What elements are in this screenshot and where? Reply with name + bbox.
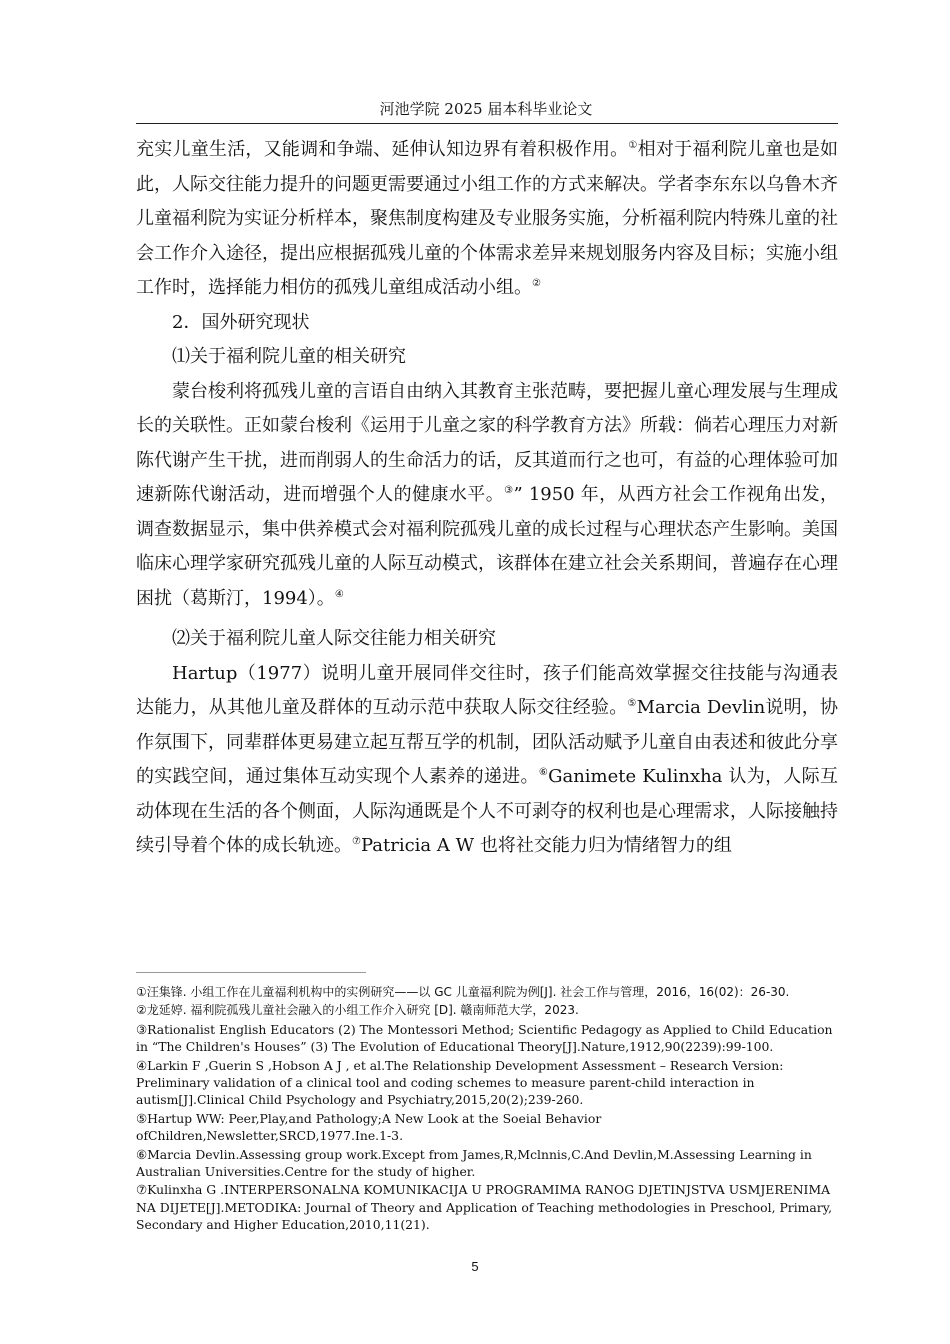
paragraph-2 [136,375,838,617]
footnote-ref-6[interactable]: ⑥ [538,767,549,778]
footnotes [136,984,838,1235]
running-header: 河池学院 2025 届本科毕业论文 [379,100,593,118]
footnote-separator [136,972,366,973]
subsection-heading-1: ⑴关于福利院儿童的相关研究 [172,346,406,367]
section-heading: 2．国外研究现状 [172,311,310,333]
text-run: Marcia Devlin说明，协作氛围下，同辈群体更易建立起互帮互学的机制，团队活动赋予儿童自由表述和彼此分享的实践空间，通过集体互动实现个人素养的递进。 [136,697,838,787]
footnote-5: ⑤Hartup WW: Peer,Play,and Pathology;A New Look at the Soeial Behavior ofChildren,Newsletter,SRCD,1977.Ine.1-3. [136,1110,602,1144]
footnote-2: ②龙延婷. 福利院孤残儿童社会融入的小组工作介入研究 [D]. 赣南师范大学，2023. [136,1003,579,1018]
page-number: 5 [471,1259,479,1274]
paragraph-3 [136,657,838,864]
body-text [136,133,838,864]
footnote-4: ④Larkin F ,Guerin S ,Hobson A J , et al.The Relationship Development Assessment – Research Version: Preliminary validation of a clinical tool and coding schemes to measure parent-child interaction in autism[J].Clinical Child Psychology and Psychiatry,2015,20(2);239-260. [136,1057,784,1108]
text-run: Patricia A W 也将社交能力归为情绪智力的组 [360,835,732,856]
text-run: Ganimete Kulinxha 认为，人际互动体现在生活的各个侧面，人际沟通既是个人不可剥夺的权利也是心理需求，人际接触持续引导着个体的成长轨迹。 [136,766,838,856]
footnote-ref-2[interactable]: ② [532,278,541,289]
subsection-heading-2: ⑵关于福利院儿童人际交往能力相关研究 [172,628,496,649]
footnote-ref-4[interactable]: ④ [334,588,344,600]
footnote-ref-7[interactable]: ⑦ [352,836,361,847]
footnote-ref-3[interactable]: ③ [504,485,514,496]
text-run: ” 1950 年，从西方社会工作视角出发，调查数据显示，集中供养模式会对福利院孤残儿童的成长过程与心理状态产生影响。美国临床心理学家研究孤残儿童的人际互动模式，该群体在建立社会关系期间，普遍存在心理困扰（葛斯汀，1994）。 [136,484,839,609]
text-run: 充实儿童生活，又能调和争端、延伸认知边界有着积极作用。 [136,139,629,160]
footnote-3: ③Rationalist English Educators (2) The Montessori Method; Scientific Pedagogy as Applied to Child Education in “The Children's Houses” (3) The Evolution of Educational Theory[J].Nature,1912,90(2239):99-100. [136,1021,833,1055]
footnote-ref-5[interactable]: ⑤ [627,698,637,709]
footnote-7: ⑦Kulinxha G .INTERPERSONALNA KOMUNIKACIJA U PROGRAMIMA RANOG DJETINJSTVA USMJERENIMA NA DIJETE[J].METODIKA: Journal of Theory and Application of Teaching methodologies in Preschool, Primary, Secondary and Higher Education,2010,11(21). [136,1182,833,1233]
footnote-ref-1[interactable]: ① [628,140,638,151]
paragraph-1 [136,133,838,306]
header-rule [136,123,838,124]
footnote-6: ⑥Marcia Devlin.Assessing group work.Except from James,R,Mclnnis,C.And Devlin,M.Assessing Learning in Australian Universities.Centre for the study of higher. [136,1146,812,1180]
text-run: 相对于福利院儿童也是如此，人际交往能力提升的问题更需要通过小组工作的方式来解决。学者李东东以乌鲁木齐儿童福利院为实证分析样本，聚焦制度构建及专业服务实施，分析福利院内特殊儿童的社会工作介入途径，提出应根据孤残儿童的个体需求差异来规划服务内容及目标；实施小组工作时，选择能力相仿的孤残儿童组成活动小组。 [136,139,839,298]
footnote-1: ①汪集锋. 小组工作在儿童福利机构中的实例研究——以 GC 儿童福利院为例[J]. 社会工作与管理，2016，16(02)：26-30. [136,985,790,999]
text-run: 蒙台梭利将孤残儿童的言语自由纳入其教育主张范畴，要把握儿童心理发展与生理成长的关联性。正如蒙台梭利《运用于儿童之家的科学教育方法》所载：倘若心理压力对新陈代谢产生干扰，进而削弱人的生命活力的话，反其道而行之也可，有益的心理体验可加速新陈代谢活动，进而增强个人的健康水平。 [136,380,838,505]
text-run: Hartup（1977）说明儿童开展同伴交往时，孩子们能高效掌握交往技能与沟通表达能力，从其他儿童及群体的互动示范中获取人际交往经验。 [136,662,838,718]
